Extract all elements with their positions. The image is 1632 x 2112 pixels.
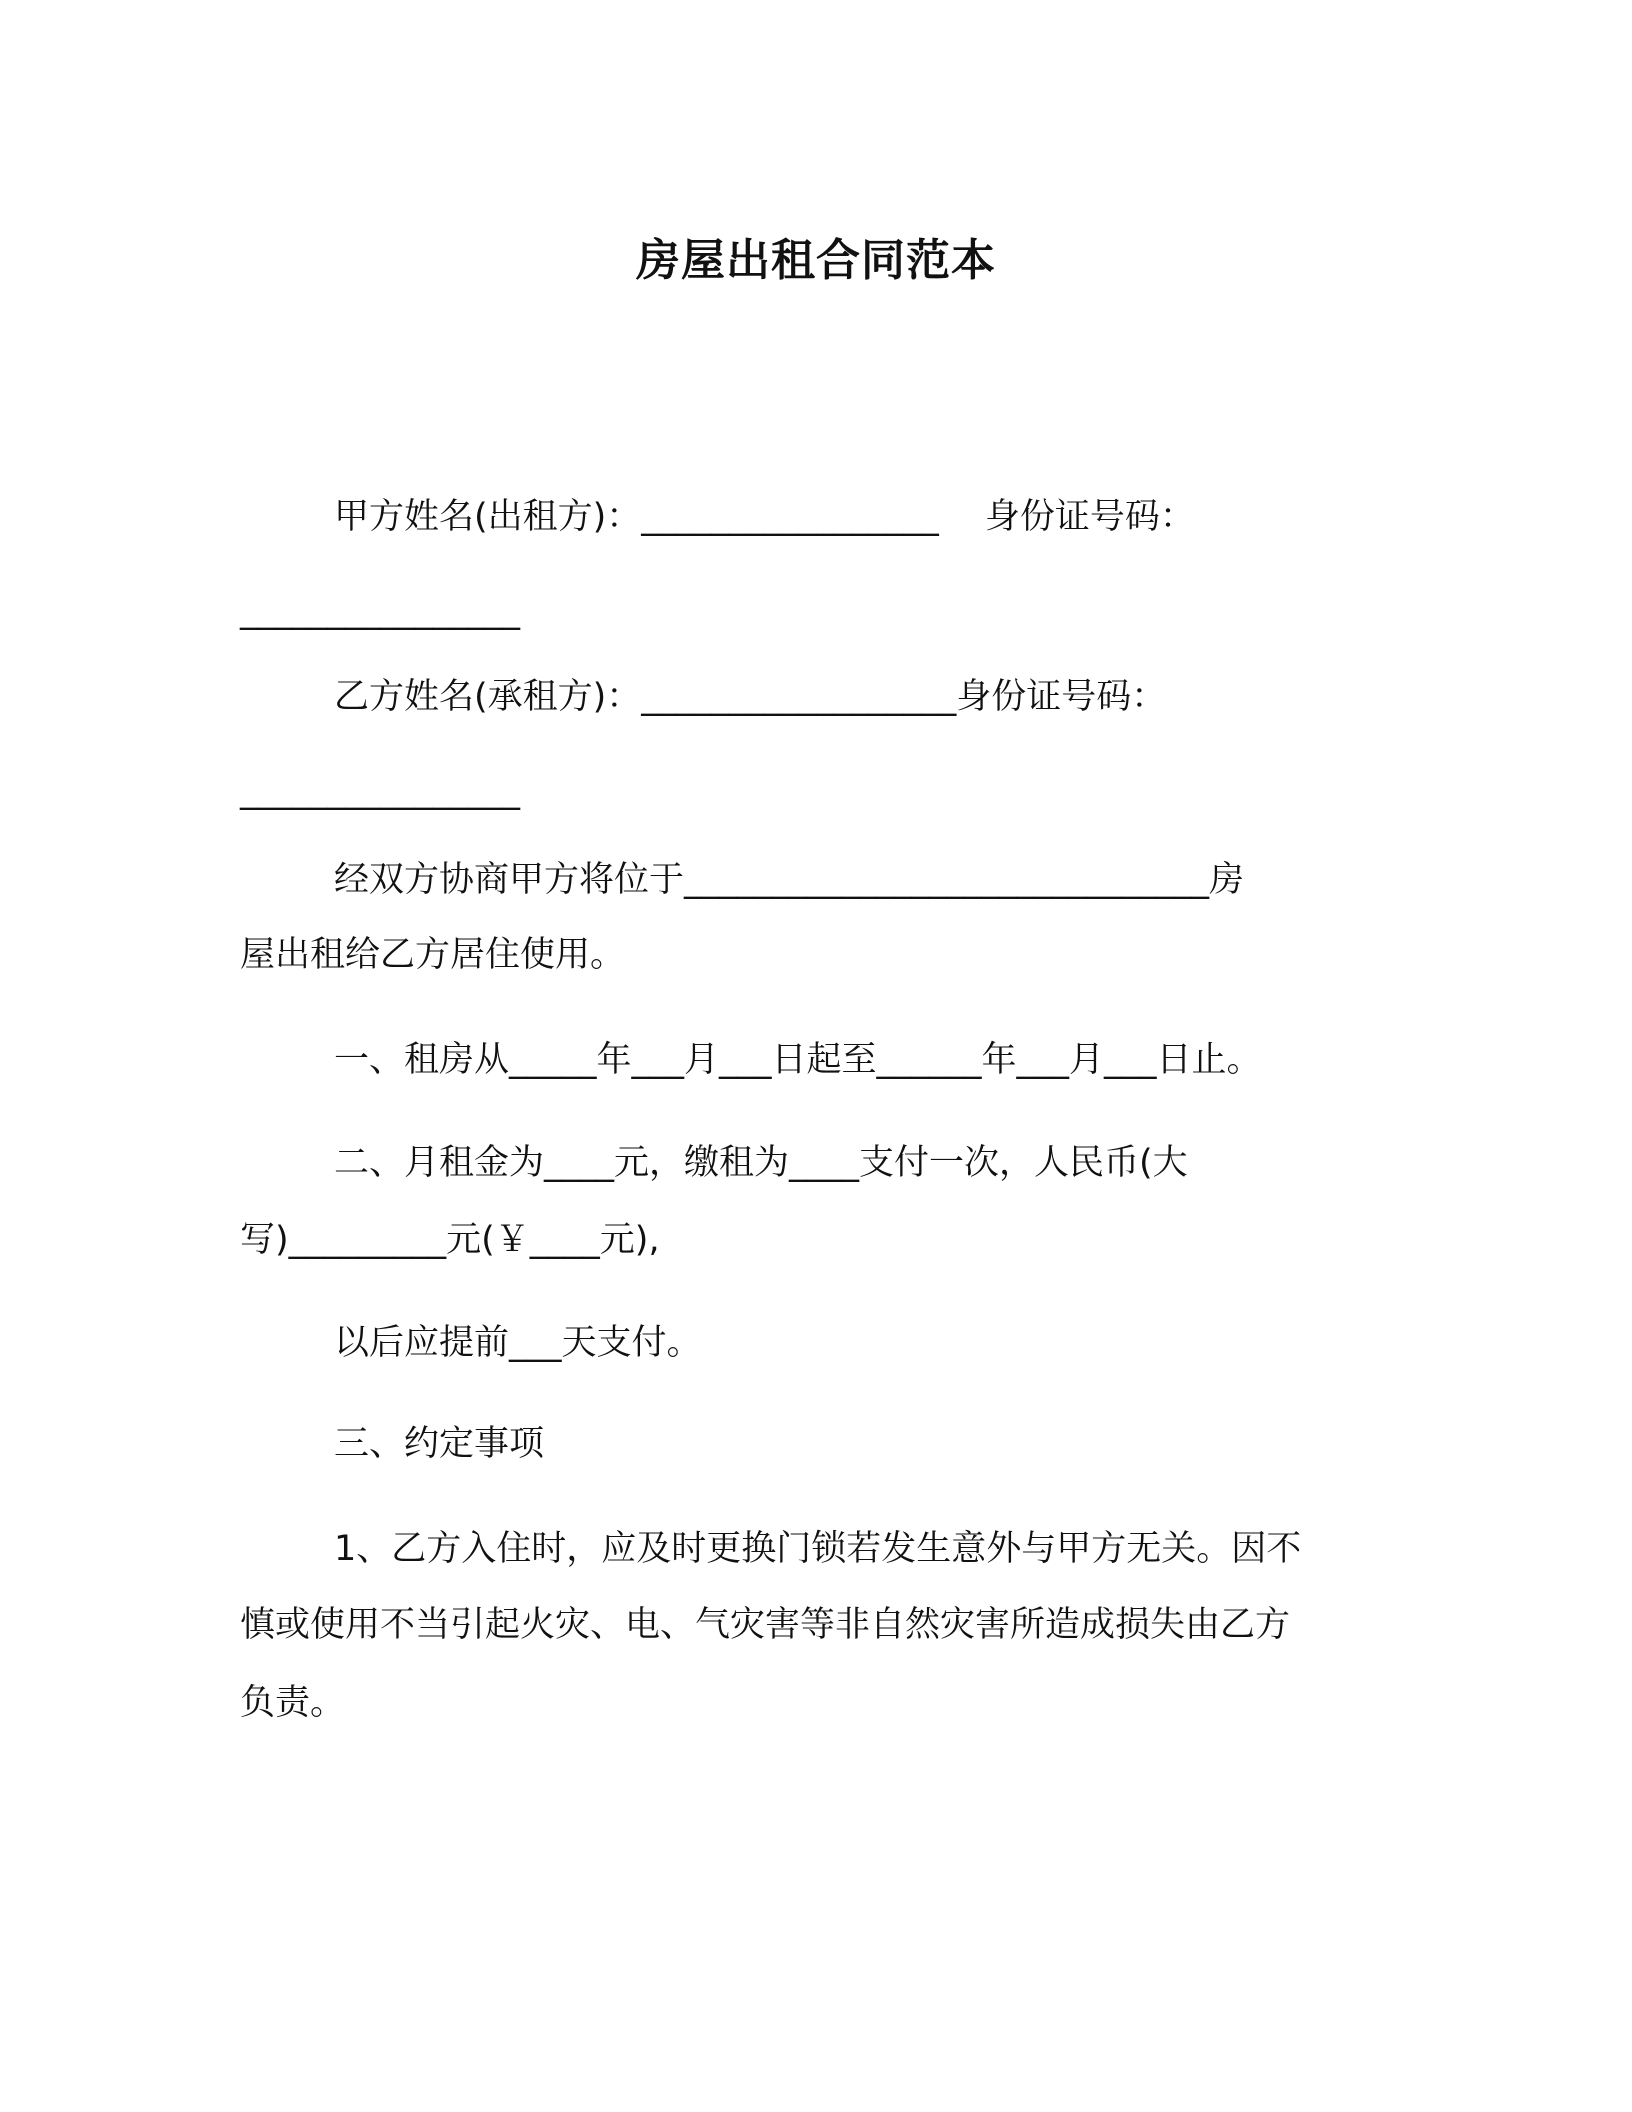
property-location-line-cont: 屋出租给乙方居住使用。 (240, 935, 626, 975)
clause-1-rental-period: 一、租房从_____年___月___日起至______年___月___日止。 (334, 1040, 1262, 1080)
clause-2-rent-cont: 写)_________元(￥____元), (240, 1220, 660, 1260)
property-location-line: 经双方协商甲方将位于______________________________房 (334, 860, 1245, 900)
clause-3-item-1: 1、乙方入住时，应及时更换门锁若发生意外与甲方无关。因不 (334, 1529, 1302, 1569)
party-a-line: 甲方姓名(出租方)：_________________ 身份证号码： (334, 497, 1195, 537)
clause-3-item-1-cont: 慎或使用不当引起火灾、电、气灾害等非自然灾害所造成损失由乙方 (240, 1605, 1291, 1645)
party-b-line: 乙方姓名(承租方)：__________________身份证号码： (334, 677, 1167, 717)
clause-2-advance-payment: 以后应提前___天支付。 (334, 1323, 702, 1363)
document-title: 房屋出租合同范本 (636, 235, 996, 286)
clause-3-item-1-end: 负责。 (240, 1683, 346, 1723)
clause-2-rent: 二、月租金为____元，缴租为____支付一次，人民币(大 (334, 1143, 1188, 1183)
party-b-id-blank: ________________ (240, 771, 520, 811)
party-a-id-blank: ________________ (240, 591, 520, 631)
clause-3-heading: 三、约定事项 (334, 1424, 545, 1464)
